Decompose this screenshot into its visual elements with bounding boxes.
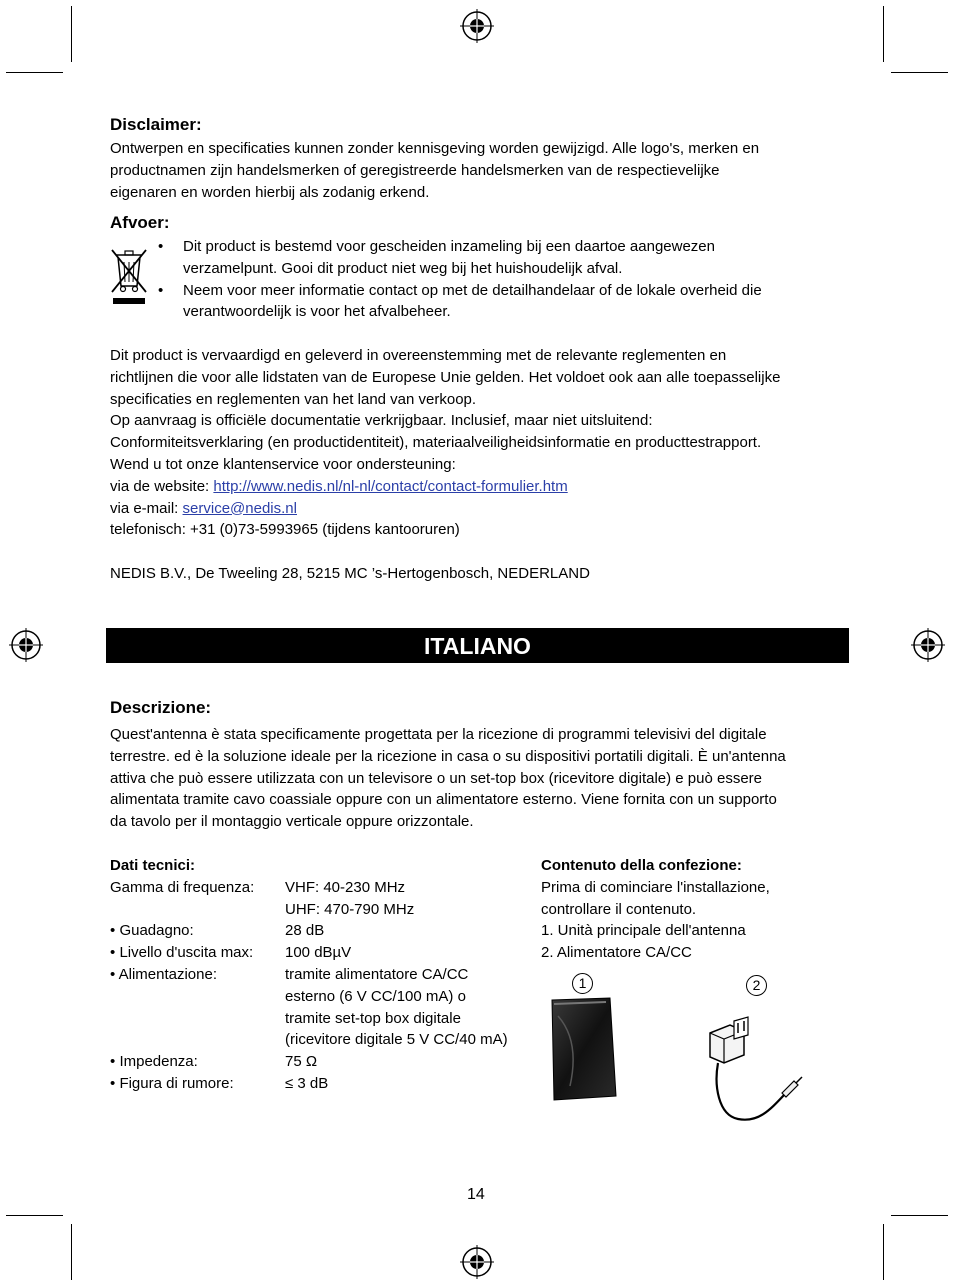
antenna-unit-image [540,996,620,1104]
text-line: Quest'antenna è stata specificamente progettata per la ricezione di programmi televisivi del digitale [110,726,767,743]
website-prefix: via de website: [110,477,214,495]
page-number: 14 [467,1186,485,1203]
text-line: Op aanvraag is officiële documentatie verkrijgbaar. Inclusief, maar niet uitsluitend: [110,412,653,430]
text-line: Ontwerpen en specificaties kunnen zonder kennisgeving worden gewijzigd. Alle logo's, merken en [110,140,760,157]
phone-line: telefonisch: +31 (0)73-5993965 (tijdens kantooruren) [110,521,460,539]
text-line: controllare il contenuto. [541,900,697,918]
website-line [110,476,855,498]
text-line: richtlijnen die voor alle lidstaten van de Europese Unie gelden. Het voldoet ook aan alle toepasselijke [110,368,781,386]
text-line: attiva che può essere utilizzata con un televisore o un set-top box (ricevitore digitale) e può essere [110,769,763,787]
text-line: productnamen zijn handelsmerken of geregistreerde handelsmerken van de respectievelijke [110,161,720,179]
spec-value: VHF: 40-230 MHz UHF: 470-790 MHz [285,879,415,918]
spec-value: 100 dBµV [285,944,352,961]
crop-mark [883,6,884,62]
crop-mark [891,1215,948,1216]
text-line: specificaties en reglementen van het land van verkoop. [110,390,477,408]
text-line: Prima di cominciare l'installazione, [541,878,770,896]
registration-mark-icon [460,9,494,43]
spec-label: • Impedenza: [110,1053,198,1070]
disclaimer-text [110,138,850,203]
text-line: alimentata tramite cavo coassiale oppure con un alimentatore esterno. Viene fornita con un supporto [110,791,777,809]
text-line: verantwoordelijk is voor het afvalbeheer. [183,303,451,321]
spec-label: • Alimentazione: [110,966,217,983]
descrizione-text [110,724,850,833]
text-line: Conformiteitsverklaring (en productidentiteit), materiaalveiligheidsinformatie en producttestrapport. [110,434,762,452]
text-line: da tavolo per il montaggio verticale oppure orizzontale. [110,813,474,831]
text-line: 1. Unità principale dell'antenna [541,922,746,940]
registration-mark-icon [911,628,945,662]
list-item [158,280,858,324]
descrizione-heading: Descrizione: [110,698,212,717]
item-marker-2: 2 [746,975,767,996]
power-adapter-image [700,1015,810,1130]
registration-mark-icon [9,628,43,662]
specs-table [110,855,535,1100]
crop-mark [883,1224,884,1280]
spec-label: • Figura di rumore: [110,1075,234,1092]
crop-mark [891,72,948,73]
company-address: NEDIS B.V., De Tweeling 28, 5215 MC ’s-Hertogenbosch, NEDERLAND [110,565,590,582]
text-line: verzamelpunt. Gooi dit product niet weg bij het huishoudelijk afval. [183,259,623,277]
specs-heading: Dati tecnici: [110,857,196,874]
text-line: Dit product is bestemd voor gescheiden inzameling bij een daartoe aangewezen [183,238,715,255]
text-line: Wend u tot onze klantenservice voor ondersteuning: [110,455,456,473]
text-line: 2. Alimentatore CA/CC [541,944,692,962]
spec-value: tramite alimentatore CA/CC esterno (6 V CC/100 mA) o tramite set-top box digitale (ricevitore digitale 5 V CC/40 mA) [285,966,508,1049]
weee-crossed-bin-icon [110,248,148,306]
package-contents [541,855,851,964]
bullet: • [158,281,164,299]
crop-mark [6,1215,63,1216]
text-line: terrestre. ed è la soluzione ideale per la ricezione in casa o su dispositivi portatili digitali. È un'antenna [110,747,786,765]
spec-label: • Livello d'uscita max: [110,944,254,961]
spec-value: ≤ 3 dB [285,1075,329,1092]
disclaimer-heading: Disclaimer: [110,115,202,134]
contents-heading: Contenuto della confezione: [541,857,742,874]
website-link[interactable]: http://www.nedis.nl/nl-nl/contact/contact-formulier.htm [213,477,568,495]
text-line: eigenaren en worden hierbij als zodanig erkend. [110,183,430,201]
spec-label: • Guadagno: [110,922,194,939]
afvoer-heading: Afvoer: [110,213,170,232]
compliance-text [110,345,855,541]
crop-mark [6,72,63,73]
text-line: Dit product is vervaardigd en geleverd in overeenstemming met de relevante reglementen en [110,347,727,364]
bullet: • [158,238,164,255]
spec-value: 75 Ω [285,1053,318,1070]
registration-mark-icon [460,1245,494,1279]
email-line [110,498,855,520]
text-line: Neem voor meer informatie contact op met de detailhandelaar of de lokale overheid die [183,281,762,299]
afvoer-bullets [158,236,858,323]
email-prefix: via e-mail: [110,499,183,517]
spec-label: Gamma di frequenza: [110,879,255,896]
item-marker-1: 1 [572,973,593,994]
crop-mark [71,1224,72,1280]
email-link[interactable]: service@nedis.nl [182,499,297,517]
crop-mark [71,6,72,62]
list-item [158,236,858,280]
spec-value: 28 dB [285,922,325,939]
language-banner: ITALIANO [106,628,849,663]
